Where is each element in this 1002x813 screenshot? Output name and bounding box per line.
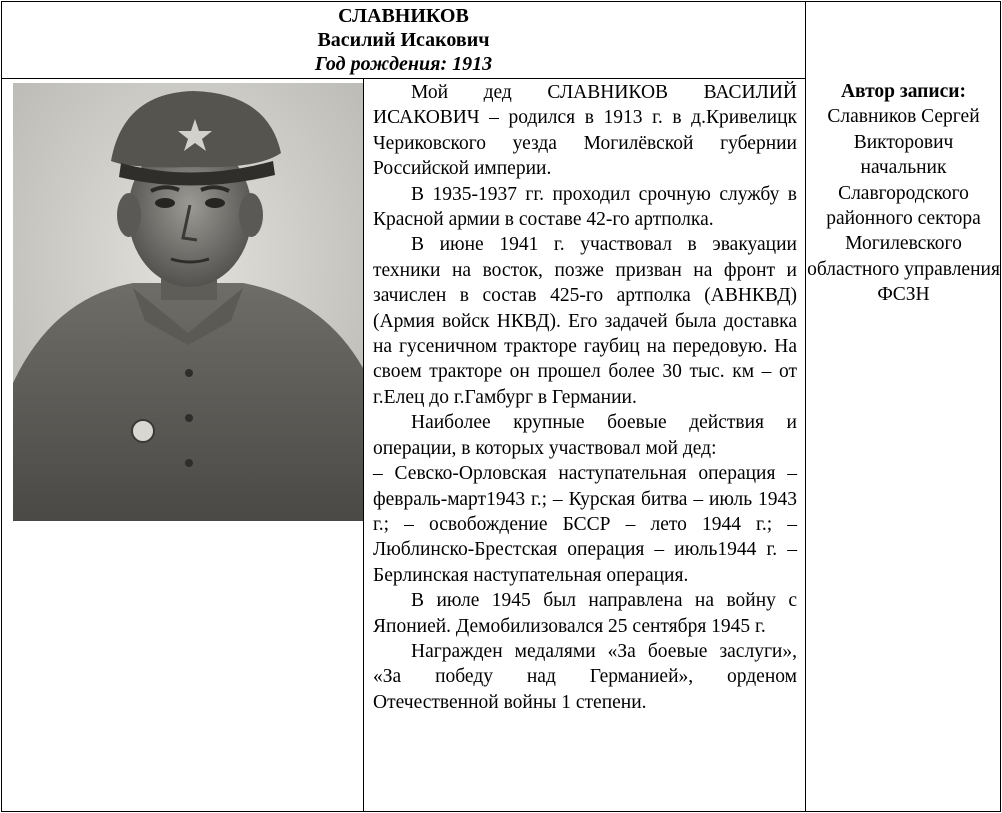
first-and-patronymic-name: Василий Исакович [317, 29, 490, 51]
birth-year: Год рождения: 1913 [314, 53, 493, 75]
photo-column-divider [363, 78, 364, 812]
bio-paragraph: Наиболее крупные боевые действия и операции, в которых участвовал мой дед: [373, 412, 797, 459]
bio-paragraph: Мой дед СЛАВНИКОВ ВАСИЛИЙ ИСАКОВИЧ – родился в 1913 г. в д.Кривелицк Чериковского уезда Могилёвской губернии Российской империи. [373, 82, 797, 180]
bio-paragraph: В 1935-1937 гг. проходил срочную службу в Красной армии в составе 42-го артполка. [373, 183, 797, 231]
author-info [807, 79, 1000, 308]
bio-paragraph: В июле 1945 был направлена на войну с Японией. Демобилизовался 25 сентября 1945 г. [373, 590, 797, 637]
author-name: Славников Сергей Викторович [827, 106, 980, 153]
photo-cell [2, 79, 363, 811]
soldier-portrait-photo [13, 83, 363, 521]
author-column-divider [805, 1, 806, 812]
bio-operations-list: – Севско-Орловская наступательная операция – февраль-март1943 г.; – Курская битва – июль 1943 г.; – освобождение БССР – лето 1944 г.; – Люблинско-Брестская операция – июль1944 г. – Берлинская наступательная операция. [373, 463, 797, 586]
biography-text [373, 80, 797, 810]
bio-paragraph: Награжден медалями «За боевые заслуги», «За победу над Германией», орденом Отечественной войны 1 степени. [373, 640, 797, 713]
record-header [2, 2, 805, 78]
table-border-right [1000, 1, 1001, 812]
table-border-bottom [1, 811, 1001, 812]
surname: СЛАВНИКОВ [338, 5, 469, 27]
author-label: Автор записи: [840, 81, 967, 102]
author-position: начальник Славгородского районного сектора Могилевского областного управления ФСЗН [807, 157, 1000, 306]
bio-paragraph: В июне 1941 г. участвовал в эвакуации техники на восток, позже призван на фронт и зачислен в состав 425-го артполка (АВНКВД) (Армия войск НКВД). Его задачей была доставка на гусеничном тракторе гаубиц на передовую. На своем тракторе он прошел более 30 тыс. км – от г.Елец до г.Гамбург в Германии. [373, 234, 797, 408]
